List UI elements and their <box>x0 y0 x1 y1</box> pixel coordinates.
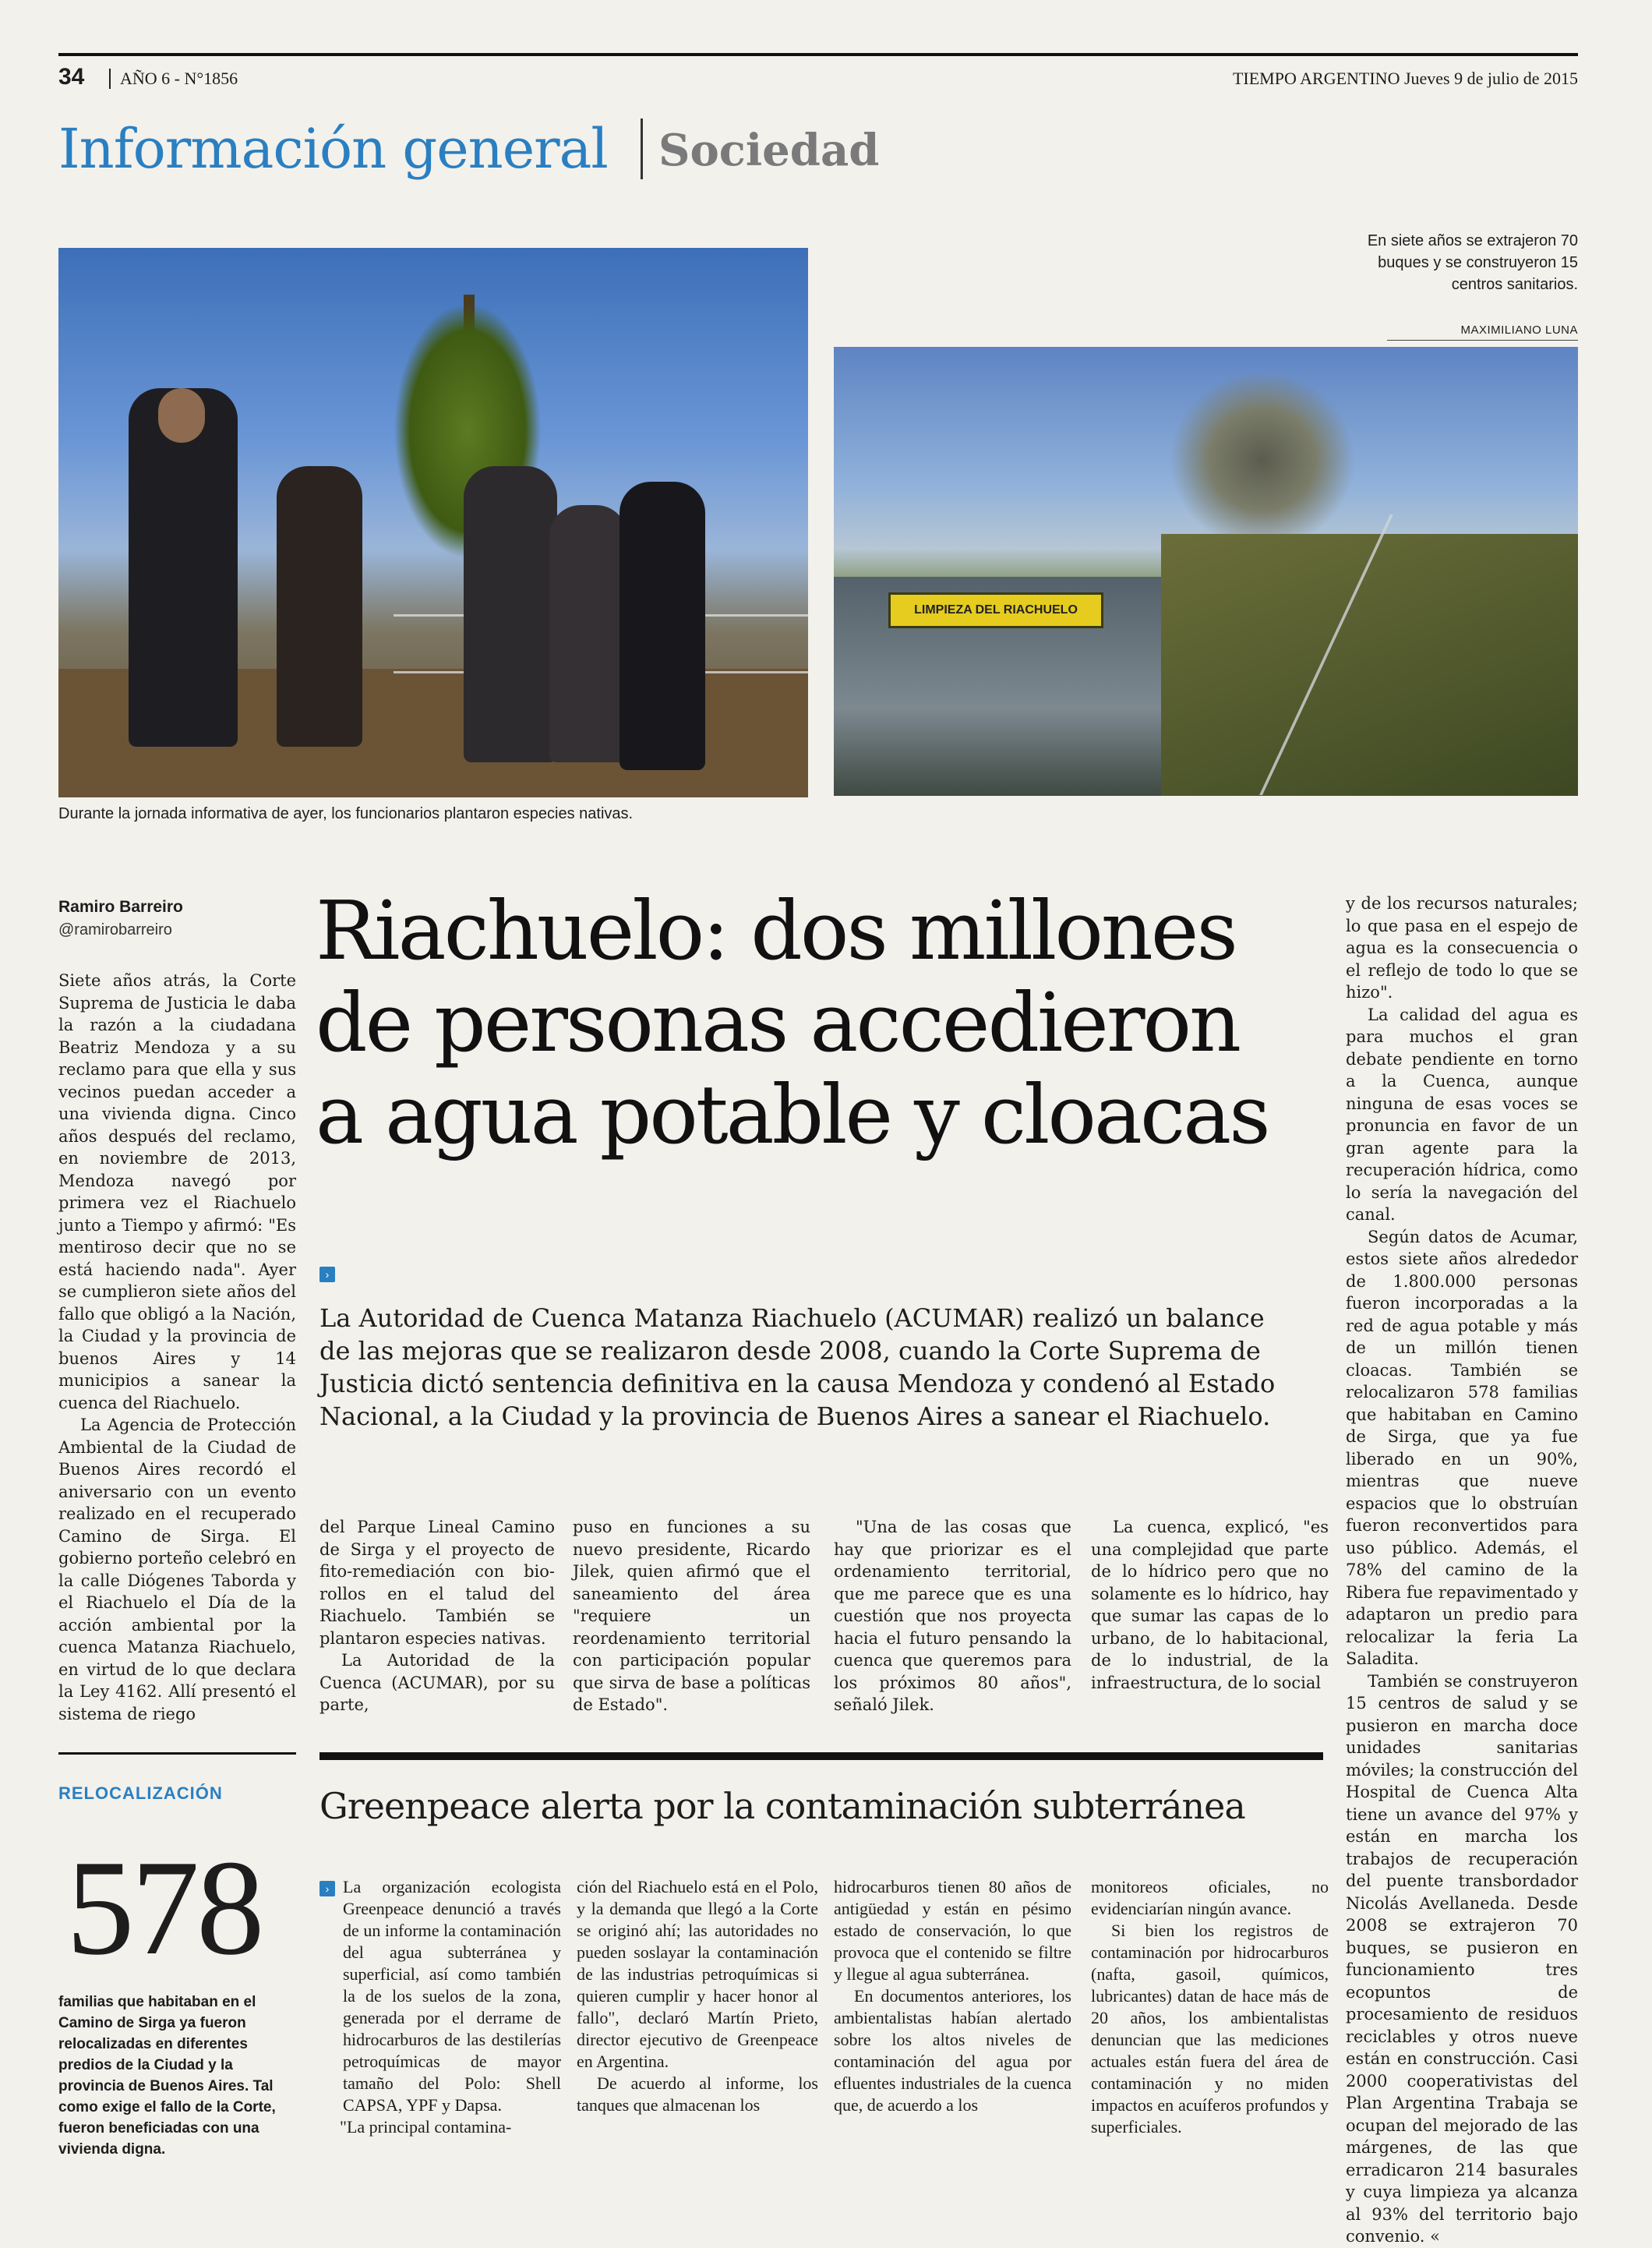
body-column-5 <box>1091 1516 1329 1694</box>
paragraph: También se construyeron 15 centros de salud y se pusieron en marcha doce unidades sanitarias móviles; la construcción del Hospital de Cuenca Alta tiene un avance del 97% y están en marcha los trabajos de recuperación del puente transbordador Nicolás Avellaneda. Desde 2008 se extrajeron 70 buques, se pusieron en funcionamiento tres ecopuntos de procesamiento de residuos reciclables y otros nueve están en construcción. Casi 2000 cooperativistas del Plan Argentina Trabaja se ocupan del mejorado de las márgenes, de las que erradicaron 214 basurales y cuya limpieza ya alcanza al 93% del territorio bajo convenio. « <box>1346 1671 1578 2246</box>
paragraph: La organización ecologista Greenpeace denunció a través de un informe la contaminación del agua subterránea y superficial, así como también la de los suelos de la zona, generada por el derrame de hidrocarburos de las destilerías petroquímicas de mayor tamaño del Polo: Shell CAPSA, YPF y Dapsa. <box>343 1877 561 2115</box>
section-title: Información general <box>58 117 608 181</box>
paragraph: La cuenca, explicó, "es una complejidad que parte de lo hídrico pero que no solamente es lo hídrico, hay que sumar las capas de lo urbano, de lo habitacional, de lo industrial, de la infraestructura, de lo social <box>1091 1518 1329 1692</box>
paragraph: Si bien los registros de contaminación por hidrocarburos (nafta, gasoil, químicos, lubricantes) datan de hace más de 20 años, los ambientalistas denuncian que las mediciones actuales están fuera del área de contaminación y no miden impactos en acuíferos profundos y superficiales. <box>1091 1921 1329 2137</box>
cleaning-boat: LIMPIEZA DEL RIACHUELO <box>888 592 1103 628</box>
body-column-right <box>1346 892 1578 2248</box>
greenpeace-headline: Greenpeace alerta por la contaminación subterránea <box>319 1785 1245 1827</box>
paragraph: hidrocarburos tienen 80 años de antigüedad y están en pésimo estado de conservación, lo que provoca que el contenido se filtre y llegue al agua subterránea. <box>834 1877 1071 1984</box>
chevron-right-icon: › <box>319 1881 335 1896</box>
paragraph: Según datos de Acumar, estos siete años alrededor de 1.800.000 personas fueron incorporadas a la red de agua potable y más de un millón tienen cloacas. También se relocalizaron 578 familias que habitaban en Camino de Sirga, que ya fue liberado en un 90%, mientras que nueve espacios que lo obstruían fueron reconvertidos para uso público. Además, el 78% del camino de la Ribera fue repavimentado y adaptaron un predio para relocalizar la feria La Saladita. <box>1346 1227 1578 1668</box>
paragraph: La calidad del agua es para muchos el gran debate pendiente en torno a la Cuenca, aunque ninguna de esas voces se pronuncia en favor de un gran agente para la recuperación hídrica, como lo sería la navegación del canal. <box>1346 1005 1578 1224</box>
paragraph: La Agencia de Protección Ambiental de la Ciudad de Buenos Aires recordó el aniversario con un evento realizado en el recuperado Camino de Sirga. El gobierno porteño celebró en la calle Diógenes Taborda y el Riachuelo el Día de la acción ambiental por la cuenca Matanza Riachuelo, en virtud de lo que declara la Ley 4162. Allí presentó el sistema de riego <box>58 1416 296 1723</box>
issue-date: Jueves 9 de julio de 2015 <box>1403 69 1578 88</box>
person-1-head <box>158 388 205 443</box>
person-2 <box>277 466 362 747</box>
sidebar-text: familias que habitaban en el Camino de Sirga ya fueron relocalizadas en diferentes predios de la Ciudad y la provincia de Buenos Aires. Tal como exige el fallo de la Corte, fueron beneficiadas con una vivienda digna. <box>58 1994 276 2158</box>
sidebar-rule <box>58 1752 296 1755</box>
paragraph: Siete años atrás, la Corte Suprema de Justicia le daba la razón a la ciudadana Beatriz Mendoza y a su reclamo para que ella y sus vecinos puedan acceder a una vivienda digna. Cinco años después del reclamo, en noviembre de 2013, Mendoza navegó por primera vez el Riachuelo junto a Tiempo y afirmó: "Es mentiroso decir que no se está haciendo nada". Ayer se cumplieron siete años del fallo que obligó a la Nación, la Ciudad y la provincia de buenos Aires y 14 municipios a sanear la cuenca del Riachuelo. <box>58 971 296 1412</box>
greenpeace-column-1 <box>319 1876 561 2138</box>
greenpeace-column-4 <box>1091 1876 1329 2138</box>
greenpeace-column-2 <box>577 1876 818 2116</box>
body-column-1 <box>58 970 296 1725</box>
headline-line-3: a agua potable y cloacas <box>316 1067 1269 1162</box>
person-3 <box>464 466 557 762</box>
paragraph: y de los recursos naturales; lo que pasa en el espejo de agua es la consecuencia o el reflejo de todo lo que se hizo". <box>1346 894 1578 1002</box>
headline-line-1: Riachuelo: dos millones <box>316 883 1236 978</box>
paragraph: monitoreos oficiales, no evidenciarían ningún avance. <box>1091 1877 1329 1918</box>
subsection-title: Sociedad <box>658 125 880 176</box>
folio-date <box>1233 69 1578 89</box>
headline-line-2: de personas accedieron <box>316 975 1240 1070</box>
greenpeace-column-3 <box>834 1876 1071 2116</box>
body-column-2 <box>319 1516 555 1716</box>
author-handle[interactable]: @ramirobarreiro <box>58 921 172 938</box>
photo-credit: MAXIMILIANO LUNA <box>1387 323 1578 341</box>
paragraph: ción del Riachuelo está en el Polo, y la demanda que llegó a la Corte se originó ahí; las autoridades no pueden soslayar la contaminación de las industrias petroquímicas si quieren cumplir y hacer honor al fallo", declaró Martín Prieto, director ejecutivo de Greenpeace en Argentina. <box>577 1877 818 2071</box>
paragraph: "La principal contamina- <box>340 2117 512 2137</box>
person-5 <box>620 482 705 770</box>
body-column-4 <box>834 1516 1071 1716</box>
newspaper-name: TIEMPO ARGENTINO <box>1232 69 1400 88</box>
photo-caption-right: En siete años se extrajeron 70 buques y se construyeron 15 centros sanitarios. <box>1367 232 1578 293</box>
headline <box>316 885 1336 1161</box>
photo-tree-planting <box>58 248 808 797</box>
paragraph: puso en funciones a su nuevo presidente, Ricardo Jilek, quien afirmó que el saneamiento del área "requiere un reordenamiento territorial con participación popular que sirva de base a políticas de Estado". <box>573 1518 810 1714</box>
author-name: Ramiro Barreiro <box>58 898 183 916</box>
paragraph: La Autoridad de la Cuenca (ACUMAR), por su parte, <box>319 1651 555 1714</box>
sidebar-big-number: 578 <box>66 1832 262 1983</box>
photo-caption-left: Durante la jornada informativa de ayer, los funcionarios plantaron especies nativas. <box>58 805 634 822</box>
article-deck: La Autoridad de Cuenca Matanza Riachuelo (ACUMAR) realizó un balance de las mejoras que se realizaron desde 2008, cuando la Corte Suprema de Justicia dictó sentencia definitiva en la causa Mendoza y condenó al Estado Nacional, a la Ciudad y la provincia de Buenos Aires a sanear el Riachuelo. <box>319 1303 1276 1431</box>
paragraph: del Parque Lineal Camino de Sirga y el proyecto de fito-remediación con bio-rollos en el talud del Riachuelo. También se plantaron especies nativas. <box>319 1518 555 1648</box>
issue-number: AÑO 6 - N°1856 <box>109 69 238 89</box>
person-4 <box>549 505 627 762</box>
section-separator <box>641 118 643 179</box>
section-rule <box>319 1752 1323 1760</box>
body-column-3 <box>573 1516 810 1716</box>
paragraph: En documentos anteriores, los ambientalistas habían alertado sobre los altos niveles de contaminación del agua por efluentes industriales de la cuenca que, de acuerdo a los <box>834 1986 1071 2115</box>
page-number: 34 <box>58 64 85 90</box>
paragraph: De acuerdo al informe, los tanques que almacenan los <box>577 2073 818 2115</box>
chevron-right-icon: › <box>319 1267 335 1282</box>
bare-tree <box>1169 370 1356 550</box>
paragraph: "Una de las cosas que hay que priorizar es el ordenamiento territorial, que me parece que es una cuestión que nos proyecta hacia el futuro pensando la cuenca que queremos para los próximos 80 años", señaló Jilek. <box>834 1518 1071 1714</box>
sidebar-label: RELOCALIZACIÓN <box>58 1783 223 1803</box>
